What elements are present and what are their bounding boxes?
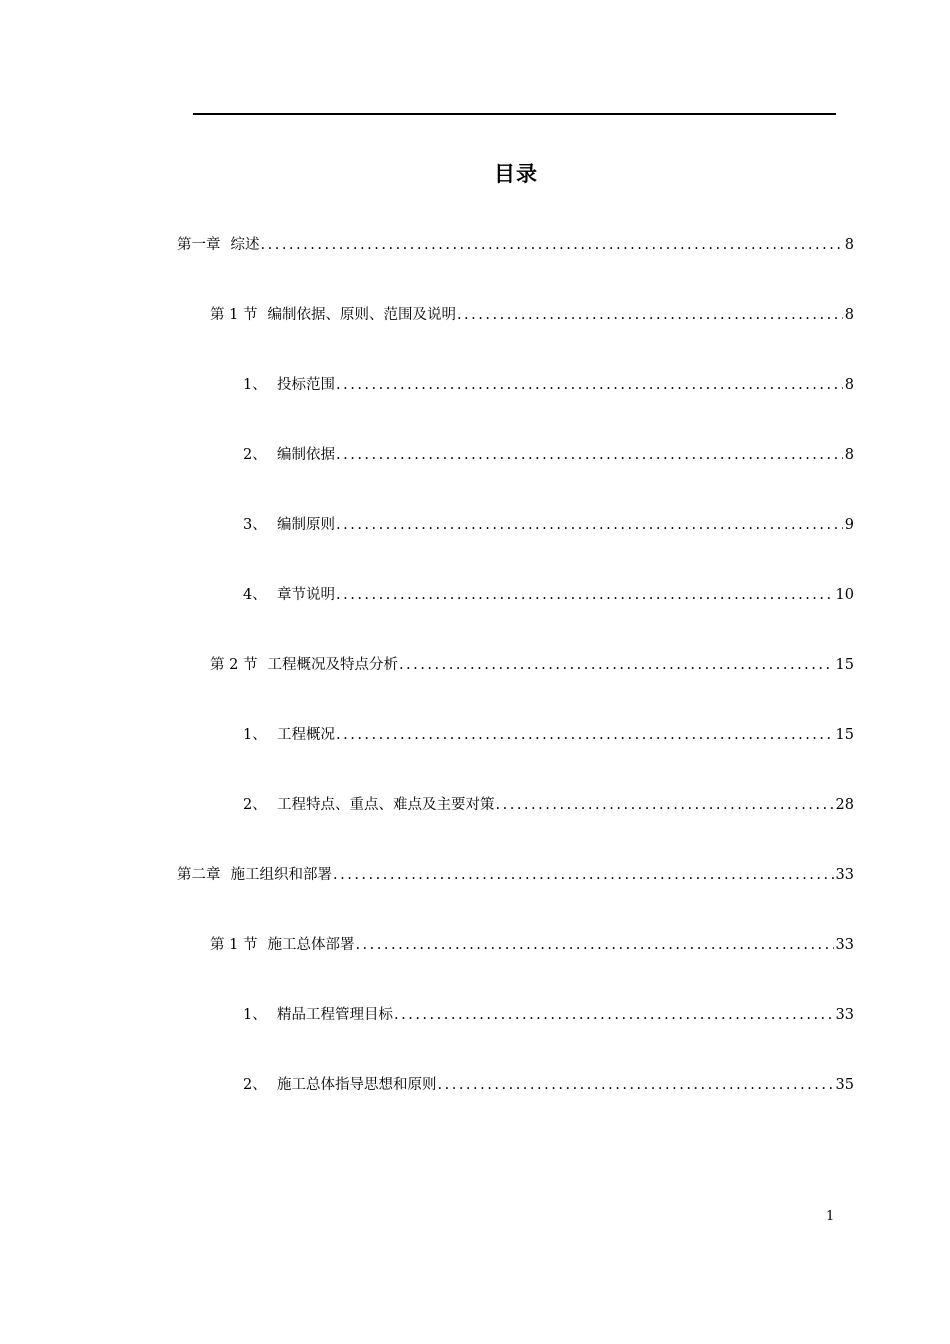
toc-entry-title: 综述 — [230, 237, 260, 253]
toc-entry-title: 投标范围 — [277, 377, 335, 393]
toc-entry[interactable] — [177, 865, 854, 885]
toc-dot-leader — [394, 1005, 834, 1025]
toc-entry-number: 2、 — [243, 1077, 267, 1093]
toc-entry-page: 9 — [844, 517, 854, 533]
toc-entry-title: 工程概况 — [277, 727, 335, 743]
toc-entry-title: 编制原则 — [277, 517, 335, 533]
toc-entry-number: 1、 — [243, 1007, 267, 1023]
toc-entry-title: 施工总体部署 — [267, 937, 355, 953]
toc-entry-label — [243, 1005, 393, 1025]
toc-entry[interactable] — [243, 585, 854, 605]
toc-entry[interactable] — [210, 655, 854, 675]
toc-entry[interactable] — [243, 1075, 854, 1095]
toc-entry-title: 施工组织和部署 — [230, 867, 332, 883]
toc-entry-label — [243, 585, 335, 605]
toc-entry[interactable] — [243, 515, 854, 535]
toc-entry-number: 第一章 — [177, 237, 221, 253]
toc-entry-label — [243, 1075, 437, 1095]
toc-entry-title: 工程特点、重点、难点及主要对策 — [277, 797, 495, 813]
toc-entry[interactable] — [243, 445, 854, 465]
toc-title: 目录 — [494, 161, 538, 186]
toc-dot-leader — [336, 585, 834, 605]
toc-entry-label — [210, 655, 398, 675]
toc-dot-leader — [333, 865, 834, 885]
toc-entry-label — [243, 445, 335, 465]
toc-entry[interactable] — [210, 935, 854, 955]
toc-entry-number: 第 1 节 — [210, 307, 258, 323]
toc-entry-page: 28 — [835, 797, 854, 813]
toc-entry-title: 精品工程管理目标 — [277, 1007, 393, 1023]
toc-entry-label — [177, 235, 260, 255]
toc-entry-number: 3、 — [243, 517, 267, 533]
toc-entry-label — [243, 725, 335, 745]
toc-entry-number: 2、 — [243, 447, 267, 463]
page-number: 1 — [826, 1209, 835, 1224]
toc-entry[interactable] — [243, 1005, 854, 1025]
toc-dot-leader — [336, 725, 834, 745]
toc-entry-page: 8 — [844, 307, 854, 323]
toc-dot-leader — [457, 305, 843, 325]
toc-entry-page: 33 — [835, 867, 854, 883]
toc-dot-leader — [336, 375, 843, 395]
toc-entry-number: 1、 — [243, 727, 267, 743]
toc-entry-page: 33 — [835, 937, 854, 953]
toc-entry[interactable] — [243, 795, 854, 815]
toc-entry-number: 第 2 节 — [210, 657, 258, 673]
toc-entry-title: 施工总体指导思想和原则 — [277, 1077, 437, 1093]
toc-entry-title: 工程概况及特点分析 — [267, 657, 398, 673]
toc-dot-leader — [336, 445, 843, 465]
toc-entry[interactable] — [243, 375, 854, 395]
toc-entry-label — [177, 865, 332, 885]
toc-dot-leader — [261, 235, 843, 255]
toc-entry-page: 15 — [835, 657, 854, 673]
toc-entry-title: 编制依据、原则、范围及说明 — [267, 307, 456, 323]
toc-entry-page: 8 — [844, 447, 854, 463]
toc-entry-page: 15 — [835, 727, 854, 743]
toc-entry-number: 2、 — [243, 797, 267, 813]
toc-entry-number: 第 1 节 — [210, 937, 258, 953]
toc-entry[interactable] — [243, 725, 854, 745]
toc-entry-label — [210, 935, 354, 955]
toc-entry-page: 8 — [844, 377, 854, 393]
toc-dot-leader — [438, 1075, 834, 1095]
toc-entry-page: 8 — [844, 237, 854, 253]
toc-entry[interactable] — [210, 305, 854, 325]
toc-entry-title: 编制依据 — [277, 447, 335, 463]
toc-entry-page: 35 — [835, 1077, 854, 1093]
toc-entry-page: 10 — [835, 587, 854, 603]
toc-entry-number: 第二章 — [177, 867, 221, 883]
toc-dot-leader — [336, 515, 843, 535]
toc-entry-label — [210, 305, 456, 325]
toc-entry-number: 1、 — [243, 377, 267, 393]
toc-dot-leader — [496, 795, 834, 815]
toc-entry-title: 章节说明 — [277, 587, 335, 603]
toc-entry-label — [243, 375, 335, 395]
toc-dot-leader — [399, 655, 834, 675]
toc-entry-page: 33 — [835, 1007, 854, 1023]
toc-entry-label — [243, 515, 335, 535]
toc-entry[interactable] — [177, 235, 854, 255]
toc-dot-leader — [355, 935, 833, 955]
toc-entry-number: 4、 — [243, 587, 267, 603]
toc-entry-label — [243, 795, 495, 815]
